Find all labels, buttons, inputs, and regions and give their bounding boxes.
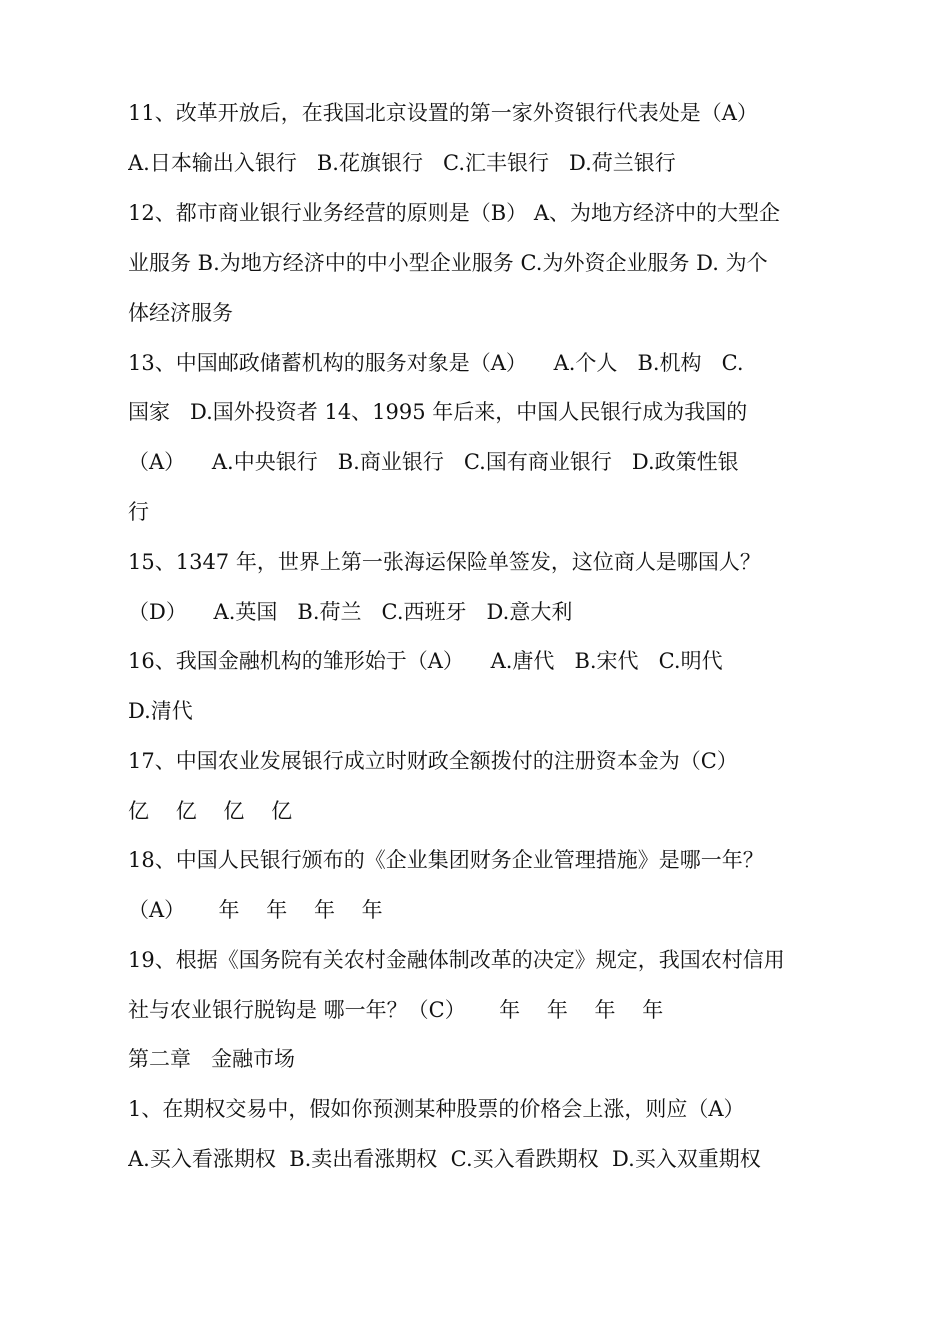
question-14-options: （A） A.中央银行 B.商业银行 C.国有商业银行 D.政策性银: [128, 450, 739, 474]
question-17-text: 17、中国农业发展银行成立时财政全额拨付的注册资本金为（C）: [128, 749, 738, 773]
question-12-options-end: 体经济服务: [128, 301, 233, 325]
question-13-14-text: 国家 D.国外投资者 14、1995 年后来，中国人民银行成为我国的: [128, 400, 748, 424]
question-11-text: 11、改革开放后，在我国北京设置的第一家外资银行代表处是（A）: [128, 101, 758, 125]
question-18-options: （A） 年 年 年 年: [128, 898, 383, 922]
question-15-options: （D） A.英国 B.荷兰 C.西班牙 D.意大利: [128, 600, 573, 624]
question-13-text: 13、中国邮政储蓄机构的服务对象是（A） A.个人 B.机构 C.: [128, 351, 744, 375]
question-12-text: 12、都市商业银行业务经营的原则是（B） A、为地方经济中的大型企: [128, 201, 780, 225]
question-17-options: 亿 亿 亿 亿: [128, 799, 293, 823]
chapter-heading: 第二章 金融市场: [128, 1047, 296, 1071]
question-19-options: 社与农业银行脱钩是 哪一年？（C） 年 年 年 年: [128, 998, 664, 1022]
question-16-text: 16、我国金融机构的雏形始于（A） A.唐代 B.宋代 C.明代: [128, 649, 723, 673]
question-16-options-end: D.清代: [128, 699, 193, 723]
question-19-text: 19、根据《国务院有关农村金融体制改革的决定》规定，我国农村信用: [128, 948, 785, 972]
question-12-options: 业服务 B.为地方经济中的中小型企业服务 C.为外资企业服务 D. 为个: [128, 251, 768, 275]
question-15-text: 15、1347 年，世界上第一张海运保险单签发，这位商人是哪国人？: [128, 550, 761, 574]
chapter2-question-1-text: 1、在期权交易中，假如你预测某种股票的价格会上涨，则应（A）: [128, 1097, 745, 1121]
question-11-options: A.日本输出入银行 B.花旗银行 C.汇丰银行 D.荷兰银行: [128, 151, 676, 175]
question-14-options-end: 行: [128, 500, 149, 524]
question-18-text: 18、中国人民银行颁布的《企业集团财务企业管理措施》是哪一年？: [128, 848, 764, 872]
chapter2-question-1-options: A.买入看涨期权 B.卖出看涨期权 C.买入看跌期权 D.买入双重期权: [128, 1147, 761, 1171]
